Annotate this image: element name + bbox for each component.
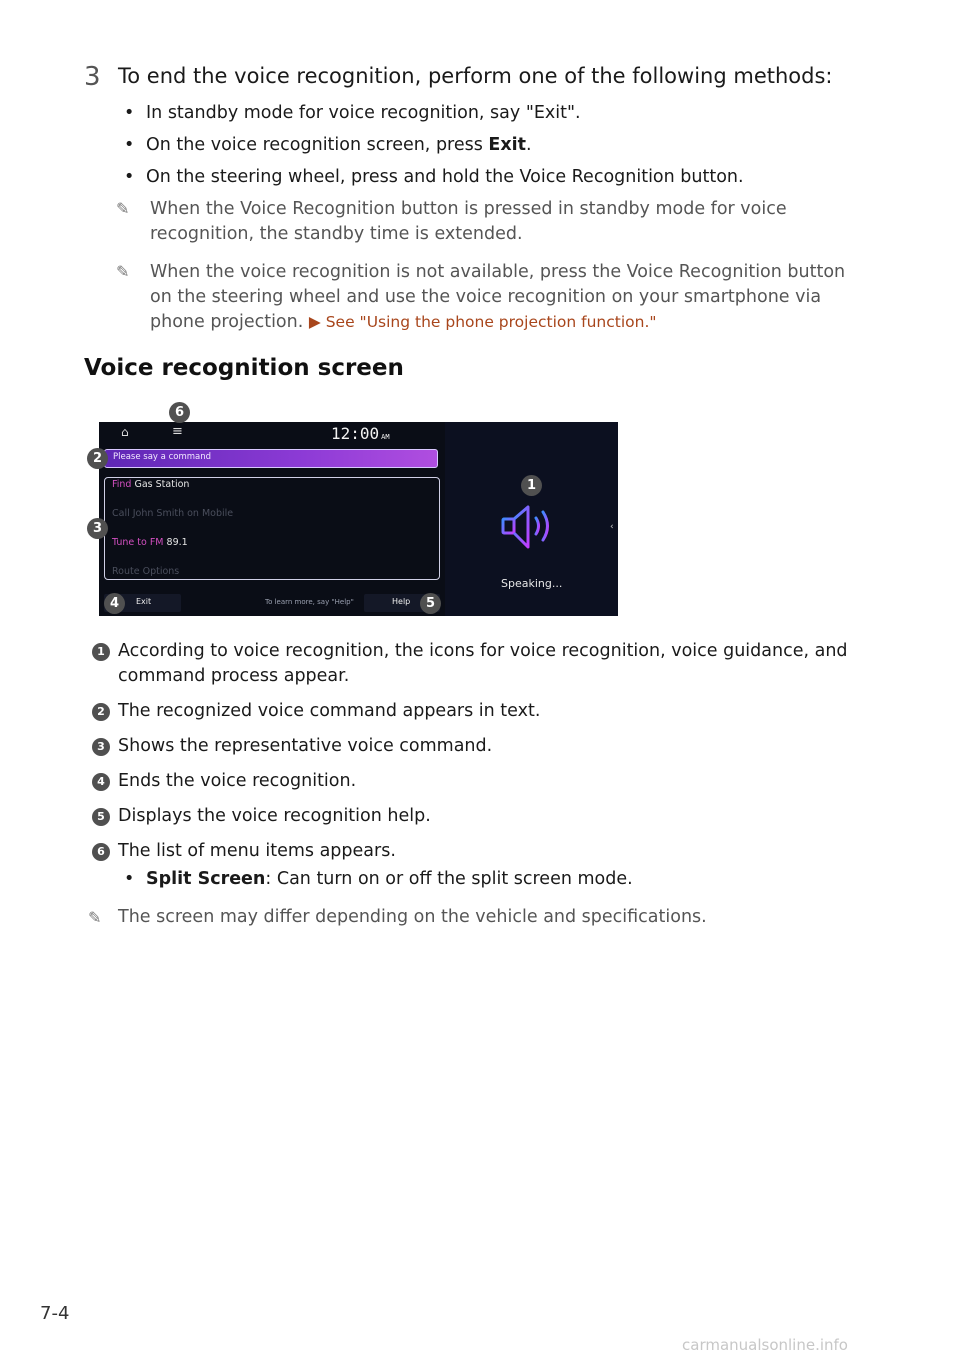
item-badge: 2 bbox=[92, 703, 110, 721]
callout-badge: 1 bbox=[521, 475, 542, 496]
callout-badge: 3 bbox=[87, 518, 108, 539]
item-badge: 1 bbox=[92, 643, 110, 661]
speaker-icon bbox=[500, 502, 570, 552]
step-number: 3 bbox=[84, 62, 101, 92]
help-button[interactable]: Help bbox=[364, 594, 440, 612]
command-list-item[interactable]: Find Gas Station bbox=[112, 479, 190, 490]
callout-badge: 4 bbox=[104, 593, 125, 614]
command-list-item[interactable]: Tune to FM 89.1 bbox=[112, 537, 188, 548]
callout-badge: 2 bbox=[87, 448, 108, 469]
callout-badge: 6 bbox=[169, 402, 190, 423]
bullet-dot: • bbox=[124, 103, 135, 123]
section-title: Voice recognition screen bbox=[84, 355, 404, 381]
bullet-dot: • bbox=[124, 135, 135, 155]
item-description: Displays the voice recognition help. bbox=[118, 806, 431, 826]
command-list-box bbox=[104, 477, 440, 580]
note-screen-differ: The screen may differ depending on the vehicle and specifications. bbox=[118, 907, 707, 927]
page-number: 7-4 bbox=[40, 1303, 70, 1324]
split-screen-bullet: • Split Screen: Can turn on or off the split screen mode. bbox=[124, 869, 633, 889]
bullet-say-exit: • In standby mode for voice recognition, say "Exit". bbox=[124, 103, 581, 123]
help-hint: To learn more, say "Help" bbox=[265, 598, 354, 606]
voice-status-panel bbox=[445, 422, 618, 616]
command-prompt-text: Please say a command bbox=[113, 452, 211, 462]
step-heading: To end the voice recognition, perform one of the following methods: bbox=[118, 64, 833, 88]
bullet-dot: • bbox=[124, 869, 135, 889]
bullet-steering-wheel: • On the steering wheel, press and hold the Voice Recognition button. bbox=[124, 167, 744, 187]
note-pencil-icon: ✎ bbox=[116, 199, 130, 218]
cross-reference-link[interactable]: ▶ See "Using the phone projection function." bbox=[308, 313, 657, 331]
note-standby-time: When the Voice Recognition button is pressed in standby mode for voice recognition, the standby time is extended. bbox=[150, 199, 787, 244]
command-prompt-bar bbox=[104, 449, 438, 468]
note-phone-projection: When the voice recognition is not available, press the Voice Recognition button on the steering wheel and use the voice recognition on your smartphone via phone projection. ▶ See "Using the phone projection function." bbox=[150, 262, 846, 332]
item-description: Ends the voice recognition. bbox=[118, 771, 357, 791]
bullet-dot: • bbox=[124, 167, 135, 187]
note-pencil-icon: ✎ bbox=[88, 908, 102, 927]
chevron-left-icon[interactable]: ‹ bbox=[610, 522, 614, 532]
voice-recognition-screenshot bbox=[99, 422, 618, 616]
item-badge: 3 bbox=[92, 738, 110, 756]
clock: 12:00 AM bbox=[331, 424, 390, 443]
bullet-press-exit: • On the voice recognition screen, press Exit. bbox=[124, 135, 532, 155]
command-list-item[interactable]: Call John Smith on Mobile bbox=[112, 508, 234, 519]
speaking-status: Speaking... bbox=[501, 577, 563, 590]
exit-button[interactable]: Exit bbox=[104, 594, 181, 612]
command-list-item[interactable]: Route Options bbox=[112, 566, 180, 577]
menu-icon[interactable]: ≡ bbox=[172, 424, 183, 439]
callout-badge: 5 bbox=[420, 593, 441, 614]
watermark: carmanualsonline.info bbox=[682, 1336, 848, 1354]
item-badge: 5 bbox=[92, 808, 110, 826]
item-description: Shows the representative voice command. bbox=[118, 736, 493, 756]
note-pencil-icon: ✎ bbox=[116, 262, 130, 281]
item-description: The recognized voice command appears in text. bbox=[118, 701, 541, 721]
item-description: The list of menu items appears. bbox=[118, 841, 396, 861]
home-icon[interactable]: ⌂ bbox=[121, 425, 129, 439]
item-badge: 4 bbox=[92, 773, 110, 791]
item-description: According to voice recognition, the icons for voice recognition, voice guidance, and command process appear. bbox=[118, 641, 848, 686]
item-badge: 6 bbox=[92, 843, 110, 861]
